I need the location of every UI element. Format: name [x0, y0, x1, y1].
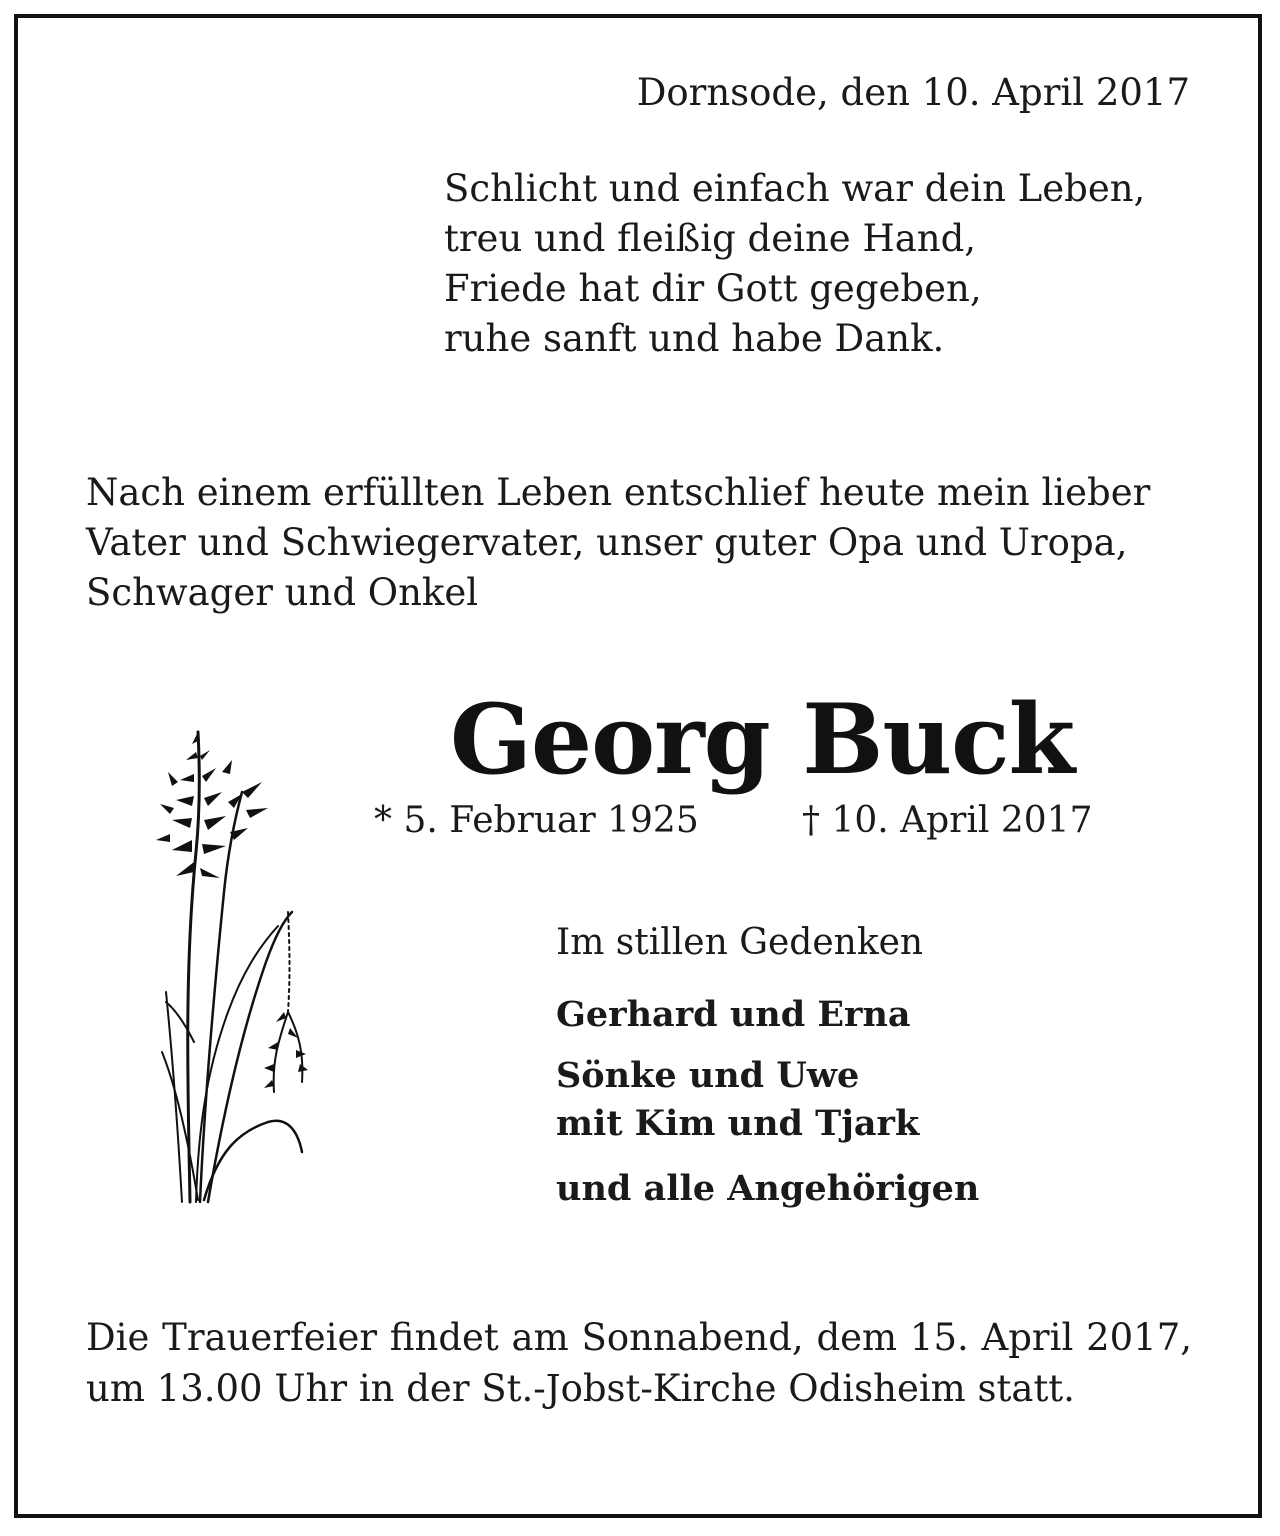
- mourner-line: und alle Angehörigen: [556, 1168, 980, 1209]
- birth-date: * 5. Februar 1925: [374, 800, 699, 841]
- intro-line: Schwager und Onkel: [86, 571, 479, 614]
- poem-line: Schlicht und einfach war dein Leben,: [444, 167, 1146, 210]
- intro-line: Vater und Schwiegervater, unser guter Opa und Uropa,: [86, 521, 1128, 564]
- grass-stalk-icon: [138, 712, 318, 1212]
- funeral-info: Die Trauerfeier findet am Sonnabend, dem 15. April 2017, um 13.00 Uhr in der St.-Jobst-Kirche Odisheim statt.: [86, 1316, 1192, 1410]
- death-date: † 10. April 2017: [802, 800, 1093, 841]
- mourner-group: [556, 1052, 919, 1148]
- poem-line: treu und fleißig deine Hand,: [444, 217, 977, 260]
- in-memory-heading: Im stillen Gedenken: [556, 922, 924, 963]
- poem-line: ruhe sanft und habe Dank.: [444, 317, 945, 360]
- deceased-name: Georg Buck: [450, 683, 1075, 796]
- place-date: Dornsode, den 10. April 2017: [636, 71, 1190, 114]
- intro-text: [86, 468, 1150, 618]
- intro-line: Nach einem erfüllten Leben entschlief heute mein lieber: [86, 471, 1151, 514]
- mourner-line: Sönke und Uwe: [556, 1055, 860, 1096]
- poem-line: Friede hat dir Gott gegeben,: [444, 267, 982, 310]
- mourner-line: Gerhard und Erna: [556, 994, 911, 1035]
- poem: [444, 164, 1145, 364]
- mourner-line: mit Kim und Tjark: [556, 1103, 920, 1144]
